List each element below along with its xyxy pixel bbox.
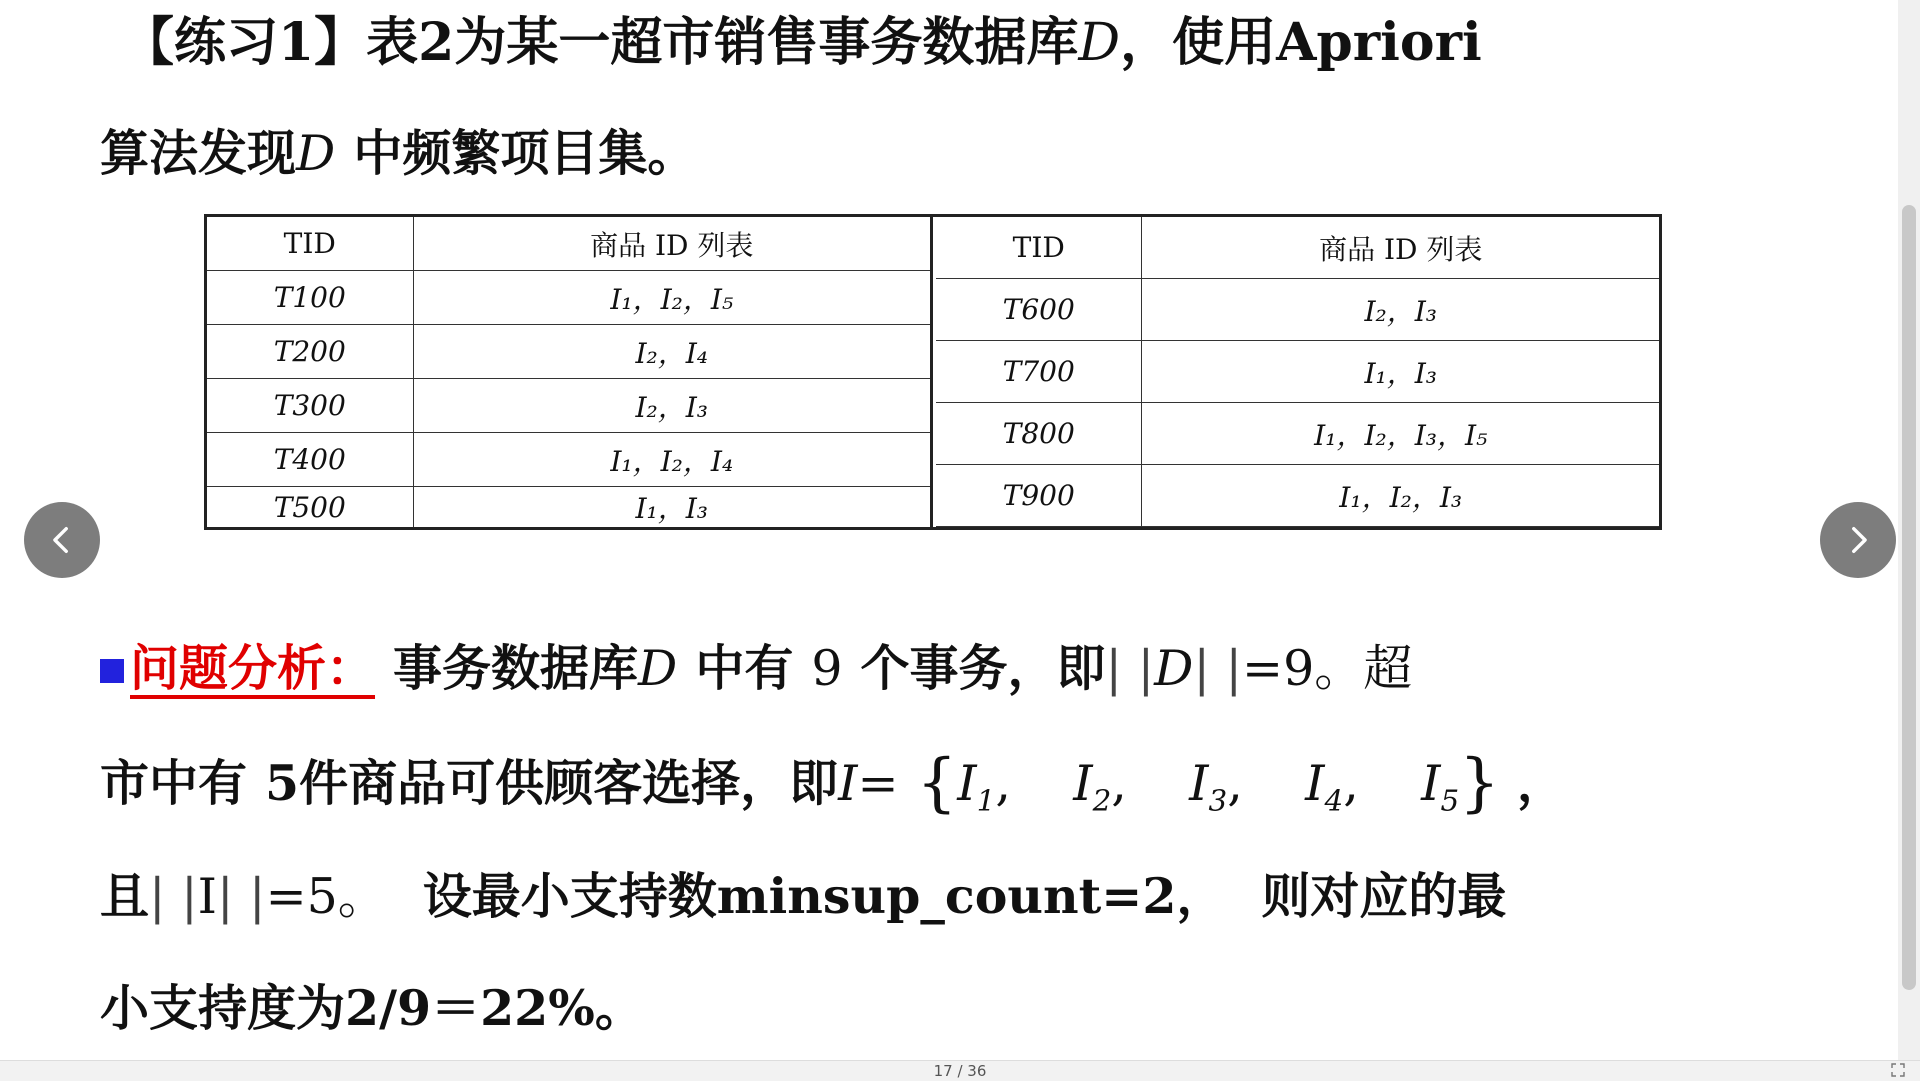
items-cell: I₂，I₃	[1142, 279, 1659, 341]
analysis-text: 事务数据库	[393, 639, 639, 697]
page-indicator: 17 / 36	[933, 1062, 987, 1080]
analysis-text: 小支持度为2/9＝22%。	[100, 979, 644, 1037]
left-brace: {	[916, 746, 958, 820]
table-row	[936, 465, 1659, 527]
analysis-line-3: 且| |I| |=5。 设最小支持数minsup_count=2， 则对应的最	[100, 867, 1507, 925]
math-var-i: I	[838, 755, 858, 812]
analysis-line-1: 问题分析： 事务数据库D 中有 9 个事务，即| |D| |=9。超	[100, 630, 1412, 700]
math-var-d: D	[296, 125, 336, 182]
prev-page-button[interactable]	[24, 502, 100, 578]
tid-cell: T400	[207, 433, 413, 487]
tid-cell	[936, 527, 1142, 528]
exercise-line-2	[100, 115, 696, 185]
tid-cell: T600	[936, 279, 1142, 341]
items-cell: I₂，I₄	[413, 325, 930, 379]
analysis-text: 且	[100, 867, 150, 925]
analysis-text: 市中有	[100, 754, 248, 812]
bullet-square-icon	[100, 659, 124, 683]
math-eq: =	[857, 755, 899, 812]
table-row	[936, 279, 1659, 341]
analysis-text: 5件商品可供顾客选择，即	[265, 754, 839, 812]
items-cell	[1142, 527, 1659, 528]
set-item: $I_4$	[1305, 755, 1344, 818]
items-cell: I₁，I₂，I₅	[413, 271, 930, 325]
header-tid: TID	[936, 217, 1142, 279]
table-right-half	[936, 217, 1659, 527]
items-cell: I₂，I₃	[413, 379, 930, 433]
math-var-i: I	[197, 868, 217, 925]
math-var-d: D	[1154, 640, 1194, 697]
table-row	[207, 325, 930, 379]
analysis-line-2: 市中有 5件商品可供顾客选择，即$I= \{I_1$, $I_2$, $I_3$, $I_4$, $I_5$} ，	[100, 746, 1566, 820]
math-var-d: D	[638, 640, 678, 697]
table-left-half	[207, 217, 930, 527]
tid-cell: T300	[207, 379, 413, 433]
tid-cell: T100	[207, 271, 413, 325]
analysis-text: 设最小支持数minsup_count=2，	[422, 867, 1226, 925]
analysis-number: 9	[811, 640, 843, 697]
table-row	[936, 403, 1659, 465]
analysis-line-4	[100, 970, 644, 1040]
exercise-text-tail: ，使用Apriori	[1120, 12, 1482, 73]
analysis-text: 则对应的最	[1261, 867, 1507, 925]
items-cell: I₁，I₂，I₃	[1142, 465, 1659, 527]
table-row	[936, 527, 1659, 528]
tid-cell: T700	[936, 341, 1142, 403]
tid-cell: T800	[936, 403, 1142, 465]
transaction-table	[204, 214, 1662, 530]
math-var-d: D	[1078, 13, 1121, 73]
analysis-title: 问题分析：	[130, 639, 376, 697]
items-cell: I₁，I₂，I₄	[413, 433, 930, 487]
header-tid: TID	[207, 217, 413, 271]
set-item: $I_3$	[1189, 755, 1228, 818]
items-cell: I₁，I₂，I₃，I₅	[1142, 403, 1659, 465]
table-header-row	[936, 217, 1659, 279]
analysis-text: =9。超	[1242, 640, 1413, 697]
tid-cell: T200	[207, 325, 413, 379]
scrollbar-thumb[interactable]	[1902, 205, 1916, 990]
fullscreen-icon[interactable]	[1890, 1062, 1906, 1078]
table-header-row	[207, 217, 930, 271]
chevron-left-icon	[45, 523, 79, 557]
header-items: 商品 ID 列表	[1142, 217, 1659, 279]
table-row	[207, 271, 930, 325]
tid-cell: T500	[207, 487, 413, 528]
right-brace: }	[1459, 746, 1500, 820]
table-row	[207, 379, 930, 433]
set-item: $I_1$	[957, 755, 996, 818]
analysis-text: 中有	[695, 639, 794, 697]
exercise-text: 【练习1】表2为某一超市销售事务数据库	[122, 12, 1079, 73]
exercise-text-2a: 算法发现	[100, 124, 297, 182]
table-row	[207, 487, 930, 528]
chevron-right-icon	[1841, 523, 1875, 557]
header-items: 商品 ID 列表	[413, 217, 930, 271]
table-row	[936, 341, 1659, 403]
exercise-text-2b: 中频繁项目集。	[353, 124, 697, 182]
analysis-text: 个事务，即	[860, 639, 1106, 697]
analysis-text: =5。	[265, 868, 387, 925]
items-cell: I₁，I₃	[413, 487, 930, 528]
set-item: $I_5$	[1421, 755, 1460, 818]
set-item: $I_2$	[1073, 755, 1112, 818]
exercise-line-1	[122, 0, 1482, 75]
next-page-button[interactable]	[1820, 502, 1896, 578]
items-cell: I₁，I₃	[1142, 341, 1659, 403]
table-row	[207, 433, 930, 487]
tid-cell: T900	[936, 465, 1142, 527]
